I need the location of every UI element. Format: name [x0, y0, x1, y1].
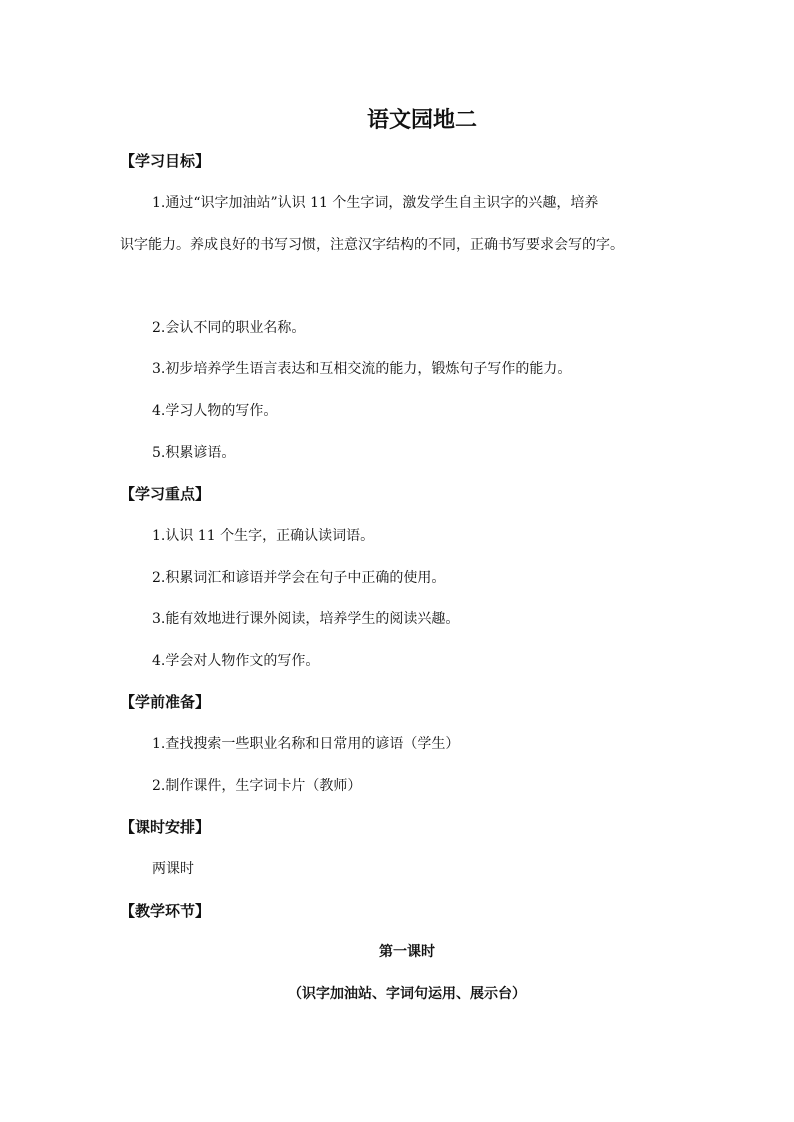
preparation-item-1: 1.查找搜索一些职业名称和日常用的谚语（学生） [152, 736, 460, 752]
objective-item-5: 5.积累谚语。 [152, 445, 236, 461]
section-heading-schedule: 【课时安排】 [120, 818, 211, 836]
section-heading-objectives: 【学习目标】 [120, 152, 211, 170]
objective-item-1-continued: 识字能力。养成良好的书写习惯，注意汉字结构的不同，正确书写要求会写的字。 [120, 237, 624, 253]
objective-item-4: 4.学习人物的写作。 [152, 403, 278, 419]
lesson-title: 第一课时 [379, 944, 435, 960]
key-point-item-3: 3.能有效地进行课外阅读，培养学生的阅读兴趣。 [152, 611, 460, 627]
objective-item-2: 2.会认不同的职业名称。 [152, 320, 306, 336]
schedule-item-1: 两课时 [152, 861, 194, 877]
section-heading-teaching-steps: 【教学环节】 [120, 902, 211, 920]
key-point-item-2: 2.积累词汇和谚语并学会在句子中正确的使用。 [152, 570, 446, 586]
key-point-item-4: 4.学会对人物作文的写作。 [152, 653, 320, 669]
objective-item-3: 3.初步培养学生语言表达和互相交流的能力，锻炼句子写作的能力。 [152, 361, 572, 377]
preparation-item-2: 2.制作课件，生字词卡片（教师） [152, 778, 362, 794]
objective-item-1: 1.通过“识字加油站”认识 11 个生字词，激发学生自主识字的兴趣，培养 [152, 195, 599, 211]
section-heading-preparation: 【学前准备】 [120, 693, 211, 711]
document-title: 语文园地二 [366, 108, 477, 133]
section-heading-key-points: 【学习重点】 [120, 485, 211, 503]
key-point-item-1: 1.认识 11 个生字，正确认读词语。 [152, 528, 375, 544]
lesson-subtitle: （识字加油站、字词句运用、展示台） [288, 986, 526, 1002]
